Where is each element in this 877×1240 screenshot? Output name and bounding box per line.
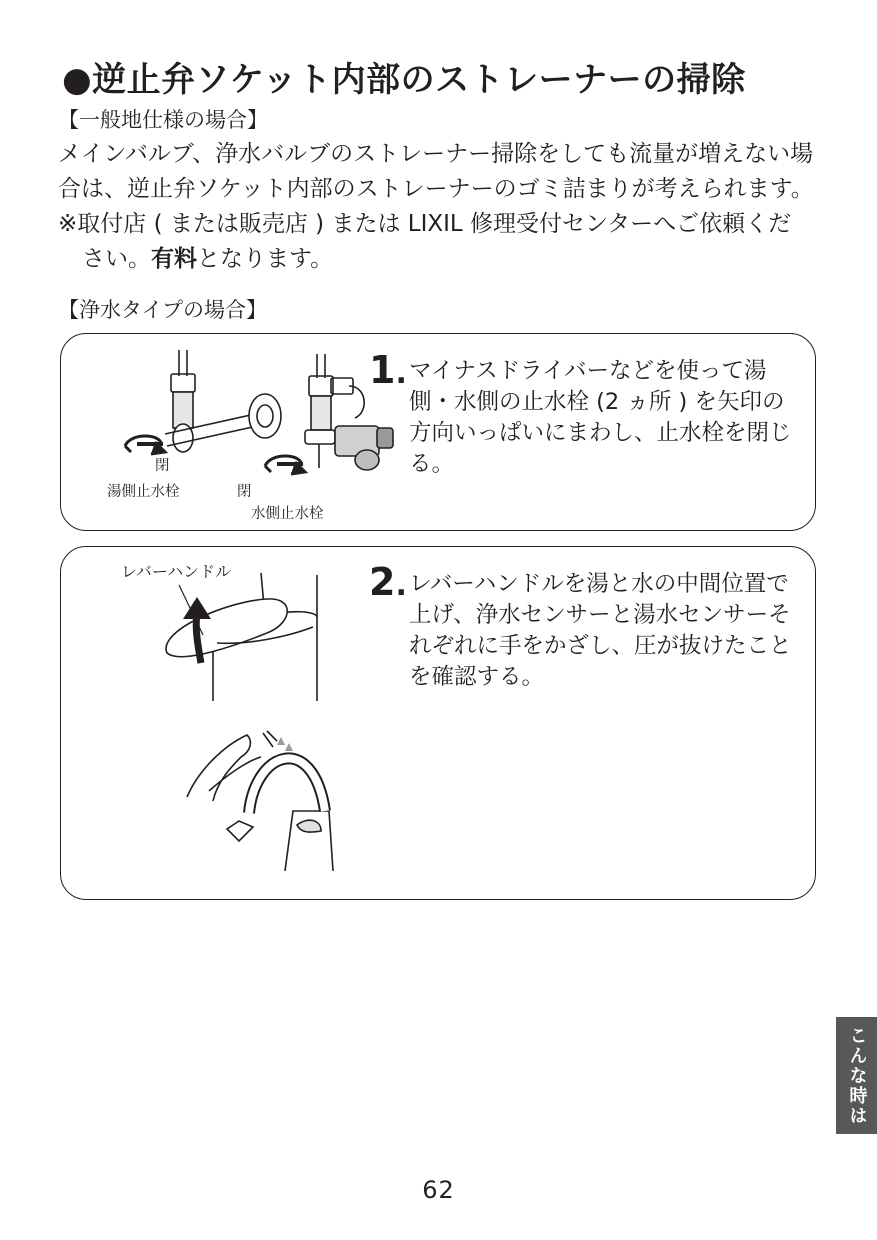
note-paid-emphasis: 有料	[151, 246, 197, 272]
sensor-faucet-figure	[187, 731, 333, 871]
step-2-box	[60, 546, 816, 900]
step-2-digit: 2	[369, 560, 396, 604]
purifier-section-label: 【浄水タイプの場合】	[58, 298, 267, 322]
step-1-instructions	[409, 356, 792, 480]
cold-valve-label: 水側止水栓	[251, 506, 324, 522]
note-line-1: ※取付店 ( または販売店 ) または LIXIL 修理受付センターへご依頼くだ	[58, 211, 792, 237]
cold-close-arrow	[265, 456, 305, 474]
step-1-line-3: 方向いっぱいにまわし、止水栓を閉じ	[409, 420, 792, 446]
hot-valve-label: 湯側止水栓	[107, 484, 180, 500]
step-1-number	[369, 348, 407, 392]
step-1-digit: 1	[369, 348, 396, 392]
general-line-1: メインバルブ、浄水バルブのストレーナー掃除をしても流量が増えない場	[58, 141, 814, 167]
close-label-hot: 閉	[155, 458, 170, 474]
hot-close-arrow	[125, 436, 165, 454]
note-text-post: となります。	[197, 246, 334, 272]
page-number: 62	[422, 1176, 455, 1204]
general-description	[58, 137, 828, 277]
note-text-pre: さい。	[82, 246, 151, 272]
lever-handle-label: レバーハンドル	[121, 562, 232, 581]
hot-stop-valve-figure	[165, 350, 281, 452]
step-1-line-1: マイナスドライバーなどを使って湯	[409, 358, 767, 384]
step-1-box	[60, 333, 816, 531]
general-section-label: 【一般地仕様の場合】	[58, 108, 268, 132]
step-2-dot: .	[395, 568, 407, 603]
lever-handle-figure	[166, 573, 317, 701]
close-label-cold: 閉	[237, 484, 252, 500]
step-1-dot: .	[395, 356, 407, 391]
step-1-line-2: 側・水側の止水栓 (2 ヵ所 ) を矢印の	[409, 389, 785, 415]
step-2-instructions	[409, 569, 792, 693]
stop-valves-illustration	[105, 348, 405, 528]
faucet-illustration	[117, 561, 337, 891]
step-2-number	[369, 560, 407, 604]
step-2-line-4: を確認する。	[409, 664, 545, 690]
step-2-line-3: れぞれに手をかざし、圧が抜けたこと	[409, 633, 792, 659]
step-1-line-4: る。	[409, 451, 455, 477]
step-2-line-2: 上げ、浄水センサーと湯水センサーそ	[409, 602, 791, 628]
page-title: ●逆止弁ソケット内部のストレーナーの掃除	[62, 60, 746, 100]
note-line-2	[58, 242, 828, 277]
step-2-line-1: レバーハンドルを湯と水の中間位置で	[409, 571, 789, 597]
side-index-tab-label: こんな時は	[846, 1025, 868, 1126]
side-index-tab[interactable]	[836, 1017, 877, 1134]
general-line-2: 合は、逆止弁ソケット内部のストレーナーのゴミ詰まりが考えられます。	[58, 176, 814, 202]
